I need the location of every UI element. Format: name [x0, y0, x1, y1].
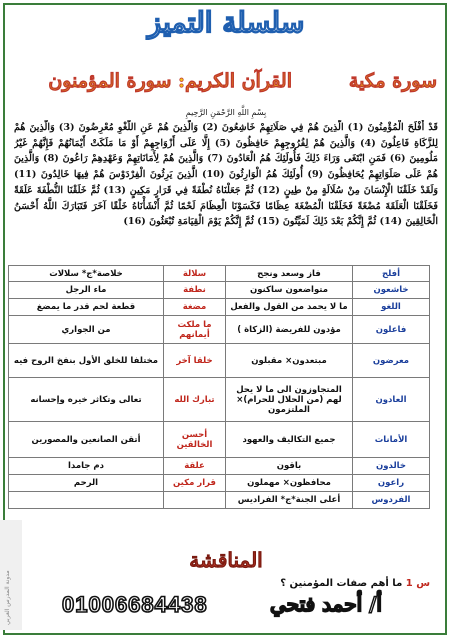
vocab-row — [9, 378, 430, 422]
vocab-term: خلقا آخر — [164, 344, 226, 378]
vocab-row — [9, 422, 430, 458]
vocab-term-meaning — [9, 492, 164, 509]
vocab-term-meaning: تعالى وتكاثر خيره وإحسانه — [9, 378, 164, 422]
vocab-meaning: المتجاوزون الى ما لا يحل لهم (من الحلال للحرام)× الملتزمون — [226, 378, 353, 422]
vocab-meaning: أعلى الجنة*ج* الفراديس — [226, 492, 353, 509]
vocab-term-meaning: قطعة لحم قدر ما يمضغ — [9, 299, 164, 316]
vocab-term: قرار مكين — [164, 475, 226, 492]
author-name: أ/ أحمد فتحي — [270, 592, 382, 616]
vocab-term: نطفة — [164, 282, 226, 299]
vocab-meaning: جميع التكاليف والعهود — [226, 422, 353, 458]
vocab-meaning: متواضعون ساكنون — [226, 282, 353, 299]
vocab-row — [9, 492, 430, 509]
vocab-term: ما ملكت أيمانهم — [164, 316, 226, 344]
discussion-title: المناقشة — [189, 548, 263, 572]
vocab-term-meaning: من الجواري — [9, 316, 164, 344]
vocab-term: سلالة — [164, 266, 226, 282]
vocab-term: مضغة — [164, 299, 226, 316]
vocab-row — [9, 282, 430, 299]
vocab-word: فاعلون — [353, 316, 430, 344]
vocab-word: خالدون — [353, 458, 430, 475]
vocab-word: راعون — [353, 475, 430, 492]
stamp-text: مدونة المدرس العربي — [4, 570, 11, 625]
vocab-meaning: محافظون× مهملون — [226, 475, 353, 492]
vocab-term: علقة — [164, 458, 226, 475]
question-number: س 1 — [405, 578, 430, 589]
vocab-row — [9, 316, 430, 344]
vocab-word: أفلح — [353, 266, 430, 282]
surah-type: سورة مكية — [348, 70, 437, 92]
series-title: سلسلة التميز — [147, 6, 305, 39]
vocab-word: معرضون — [353, 344, 430, 378]
vocab-row — [9, 299, 430, 316]
vocab-term-meaning: خلاصة*ج* سلالات — [9, 266, 164, 282]
surah-heading: القرآن الكريم: سورة المؤمنون — [48, 70, 292, 92]
vocab-row — [9, 266, 430, 282]
question-text: ما أهم صفات المؤمنين ؟ — [280, 578, 403, 589]
vocab-term-meaning: دم جامدا — [9, 458, 164, 475]
vocab-word: خاشعون — [353, 282, 430, 299]
vocab-word: الفردوس — [353, 492, 430, 509]
verses-text: قَدْ أَفْلَحَ الْمُؤْمِنُونَ (1) الَّذِينَ هُمْ فِي صَلَاتِهِمْ خَاشِعُونَ (2) وَالَّذِينَ هُمْ عَنِ اللَّغْوِ مُعْرِضُونَ (3) وَالَّذِينَ هُمْ لِلزَّكَاةِ فَاعِلُونَ (4) وَالَّذِينَ هُمْ لِفُرُوجِهِمْ حَافِظُونَ (5) إِلَّا عَلَى أَزْوَاجِهِمْ أَوْ مَا مَلَكَتْ أَيْمَانُهُمْ فَإِنَّهُمْ غَيْرُ مَلُومِينَ (6) فَمَنِ ابْتَغَى وَرَاءَ ذَلِكَ فَأُولَئِكَ هُمُ الْعَادُونَ (7) وَالَّذِينَ هُمْ لِأَمَانَاتِهِمْ وَعَهْدِهِمْ رَاعُونَ (8) وَالَّذِينَ هُمْ عَلَى صَلَوَاتِهِمْ يُحَافِظُونَ (9) أُولَئِكَ هُمُ الْوَارِثُونَ (10) الَّذِينَ يَرِثُونَ الْفِرْدَوْسَ هُمْ فِيهَا خَالِدُونَ (11) وَلَقَدْ خَلَقْنَا الْإِنْسَانَ مِنْ سُلَالَةٍ مِنْ طِينٍ (12) ثُمَّ جَعَلْنَاهُ نُطْفَةً فِي قَرَارٍ مَكِينٍ (13) ثُمَّ خَلَقْنَا النُّطْفَةَ عَلَقَةً فَخَلَقْنَا الْعَلَقَةَ مُضْغَةً فَخَلَقْنَا الْمُضْغَةَ عِظَامًا فَكَسَوْنَا الْعِظَامَ لَحْمًا ثُمَّ أَنْشَأْنَاهُ خَلْقًا آخَرَ فَتَبَارَكَ اللَّهُ أَحْسَنُ الْخَالِقِينَ (14) ثُمَّ إِنَّكُمْ بَعْدَ ذَلِكَ لَمَيِّتُونَ (15) ثُمَّ إِنَّكُمْ يَوْمَ الْقِيَامَةِ تُبْعَثُونَ (16) — [14, 122, 438, 228]
vocab-row — [9, 458, 430, 475]
vocab-meaning: فاز وسعد ونجح — [226, 266, 353, 282]
vocab-term: تبارك الله — [164, 378, 226, 422]
vocab-term-meaning: الرحم — [9, 475, 164, 492]
vocab-word: الأمانات — [353, 422, 430, 458]
vocab-term-meaning: ماء الرجل — [9, 282, 164, 299]
vocab-meaning: مبتعدون× مقبلون — [226, 344, 353, 378]
vocab-meaning: باقون — [226, 458, 353, 475]
vocab-row — [9, 475, 430, 492]
phone-number: 01006684438 — [62, 592, 208, 617]
vocab-term-meaning: مختلفا للخلق الأول بنفخ الروح فيه — [9, 344, 164, 378]
vocabulary-table — [8, 265, 430, 509]
vocab-row — [9, 344, 430, 378]
vocab-term — [164, 492, 226, 509]
vocab-word: العادون — [353, 378, 430, 422]
vocab-term: أحسن الخالقين — [164, 422, 226, 458]
vocab-meaning: مؤدون للفريضة (الزكاة ) — [226, 316, 353, 344]
vocab-meaning: ما لا يحمد من القول والفعل — [226, 299, 353, 316]
vocab-term-meaning: أتقن الصانعين والمصورين — [9, 422, 164, 458]
question-1 — [280, 578, 430, 589]
basmala: بِسْمِ اللَّهِ الرَّحْمَنِ الرَّحِيمِ — [185, 108, 267, 117]
vocab-word: اللغو — [353, 299, 430, 316]
